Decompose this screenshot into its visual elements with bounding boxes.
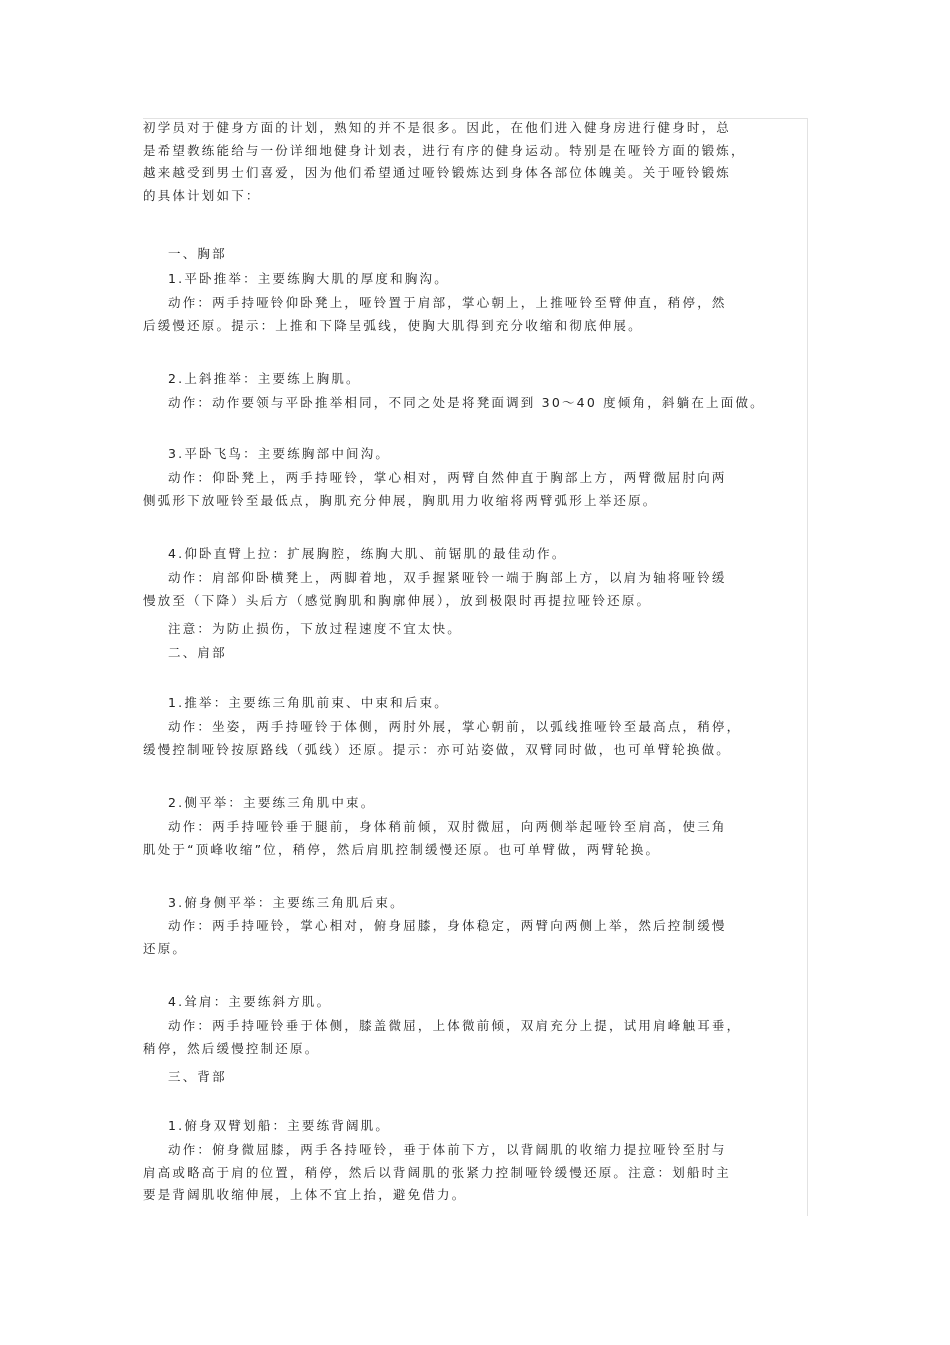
text-line: 肌处于“顶峰收缩”位，稍停，然后肩肌控制缓慢还原。也可单臂做，两臂轮换。 (143, 841, 661, 857)
text-line: 还原。 (143, 940, 188, 956)
exercise-description (143, 467, 807, 512)
exercise-description (143, 816, 807, 861)
text-line: 初学员对于健身方面的计划，熟知的并不是很多。因此，在他们进入健身房进行健身时，总 (143, 120, 732, 135)
exercise-title: 2.上斜推举：主要练上胸肌。 (168, 371, 361, 386)
intro-paragraph (143, 117, 807, 207)
text-line: 动作：坐姿，两手持哑铃于体侧，两肘外展，掌心朝前，以弧线推哑铃至最高点，稍停， (168, 719, 742, 734)
exercise-title: 2.侧平举：主要练三角肌中束。 (168, 795, 376, 810)
text-line: 动作：仰卧凳上，两手持哑铃，掌心相对，两臂自然伸直于胸部上方，两臂微屈肘向两 (168, 470, 727, 485)
text-line: 动作：两手持哑铃垂于体侧，膝盖微屈，上体微前倾，双肩充分上提，试用肩峰触耳垂， (168, 1018, 742, 1033)
exercise-note: 注意：为防止损伤，下放过程速度不宜太快。 (168, 621, 463, 636)
exercise-description (143, 392, 807, 415)
exercise-title: 4.仰卧直臂上拉：扩展胸腔，练胸大肌、前锯肌的最佳动作。 (168, 546, 567, 561)
exercise-description (143, 292, 807, 337)
exercise-title: 1.平卧推举：主要练胸大肌的厚度和胸沟。 (168, 271, 449, 286)
exercise-description (143, 716, 807, 761)
text-line: 要是背阔肌收缩伸展，上体不宜上抬，避免借力。 (143, 1187, 467, 1202)
exercise-description (143, 1139, 807, 1207)
exercise-description (143, 567, 807, 612)
text-line: 是希望教练能给与一份详细地健身计划表，进行有序的健身运动。特别是在哑铃方面的锻炼， (143, 142, 746, 158)
section-heading-shoulder: 二、肩部 (168, 645, 227, 660)
text-line: 的具体计划如下： (143, 187, 261, 203)
text-line: 动作：两手持哑铃，掌心相对，俯身屈膝，身体稳定，两臂向两侧上举，然后控制缓慢 (168, 918, 727, 933)
exercise-title: 3.平卧飞鸟：主要练胸部中间沟。 (168, 446, 391, 461)
text-line: 肩高或略高于肩的位置，稍停，然后以背阔肌的张紧力控制哑铃缓慢还原。注意：划船时主 (143, 1164, 732, 1180)
text-line: 越来越受到男士们喜爱，因为他们希望通过哑铃锻炼达到身体各部位体魄美。关于哑铃锻炼 (143, 165, 732, 180)
exercise-title: 1.推举：主要练三角肌前束、中束和后束。 (168, 695, 449, 710)
exercise-title: 3.俯身侧平举：主要练三角肌后束。 (168, 895, 405, 910)
section-heading-chest: 一、胸部 (168, 246, 227, 261)
exercise-title: 1.俯身双臂划船：主要练背阔肌。 (168, 1118, 391, 1133)
text-line: 动作：两手持哑铃仰卧凳上，哑铃置于肩部，掌心朝上，上推哑铃至臂伸直，稍停，然 (168, 295, 727, 310)
section-heading-back: 三、背部 (168, 1069, 227, 1084)
text-line: 侧弧形下放哑铃至最低点，胸肌充分伸展，胸肌用力收缩将两臂弧形上举还原。 (143, 492, 658, 508)
exercise-description (143, 915, 807, 960)
text-line: 动作：俯身微屈膝，两手各持哑铃，垂于体前下方，以背阔肌的收缩力提拉哑铃至肘与 (168, 1142, 727, 1157)
text-line: 缓慢控制哑铃按原路线（弧线）还原。提示：亦可站姿做，双臂同时做，也可单臂轮换做。 (143, 741, 732, 757)
text-line: 动作：动作要领与平卧推举相同，不同之处是将凳面调到 30～40 度倾角，斜躺在上面做。 (168, 395, 765, 410)
exercise-description (143, 1015, 807, 1060)
text-line: 慢放至（下降）头后方（感觉胸肌和胸廓伸展），放到极限时再提拉哑铃还原。 (143, 592, 652, 608)
text-line: 后缓慢还原。提示：上推和下降呈弧线，使胸大肌得到充分收缩和彻底伸展。 (143, 317, 643, 333)
text-line: 动作：两手持哑铃垂于腿前，身体稍前倾，双肘微屈，向两侧举起哑铃至肩高，使三角 (168, 819, 727, 834)
text-line: 动作：肩部仰卧横凳上，两脚着地，双手握紧哑铃一端于胸部上方，以肩为轴将哑铃缓 (168, 570, 727, 585)
text-line: 稍停，然后缓慢控制还原。 (143, 1040, 320, 1056)
exercise-title: 4.耸肩：主要练斜方肌。 (168, 994, 332, 1009)
